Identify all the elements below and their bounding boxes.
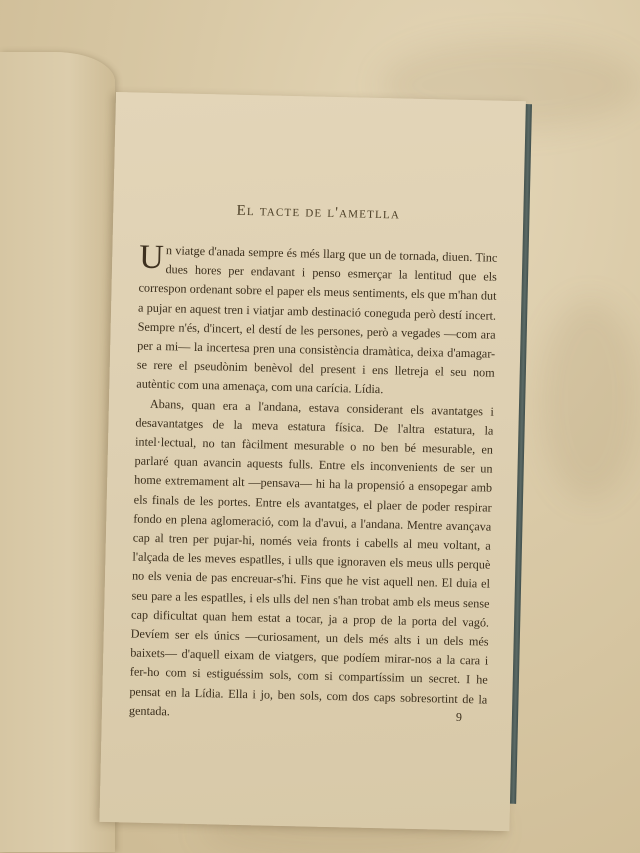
page-number: 9	[455, 709, 463, 725]
book-page	[99, 92, 525, 831]
blanket-fold	[540, 300, 640, 500]
paragraph-1	[136, 238, 498, 403]
drop-cap: U	[138, 238, 165, 277]
chapter-title: El tacte de l'ametlla	[236, 202, 401, 223]
paragraph-1-text: n viatge d'anada sempre és més llarg que un de tornada, diuen. Tinc dues hores per endavant i penso esmerçar la lentitud que els correspon ordenant sobre el paper els meus sentiments, els que m'han dut a pujar en aquest tren i viatjar amb destinació coneguda però destí incert. Sempre n'és, d'incert, el destí de les persones, però a vegades —com ara per a mi— la incertesa pren una consistència dramàtica, deixa d'amagar-se rere el pseudònim benèvol del present i ens lletreja el seu nom autèntic com una amenaça, com una carícia. Lídia.	[136, 243, 498, 397]
page-body	[128, 238, 498, 729]
left-page-curl	[0, 52, 115, 852]
paragraph-2: Abans, quan era a l'andana, estava considerant els avantatges i desavantatges de la meva estatura física. De l'altra estatura, la intel·lectual, no tan fàcilment mesurable o no ben bé mesurable, en parlaré quan avancin aquests fulls. Entre els inconvenients de ser un home extremament alt —pensava— hi ha la propensió a ensopegar amb els finals de les portes. Entre els avantatges, el plaer de poder respirar fondo en plena aglomeració, com la d'avui, a l'andana. Mentre avançava cap al tren per pujar-hi, només veia fronts i cabells al meu voltant, a l'alçada de les meves espatlles, i ulls que ignoraven els meus ulls perquè no els venia de pas encreuar-s'hi. Fins que he vist aquell nen. El duia el seu pare a les espatlles, i els ulls del nen s'han trobat amb els meus sense cap dificultat quan hem estat a tocar, ja a prop de la porta del vagó. Devíem ser els únics —curiosament, un dels més alts i un dels més baixets— d'aquell eixam de viatgers, que podíem mirar-nos a la cara i fer-ho com si estiguéssim sols, com si compartíssim un secret. I he pensat en la Lídia. Ella i jo, ben sols, com dos caps sobresortint de la gentada.	[128, 396, 495, 719]
